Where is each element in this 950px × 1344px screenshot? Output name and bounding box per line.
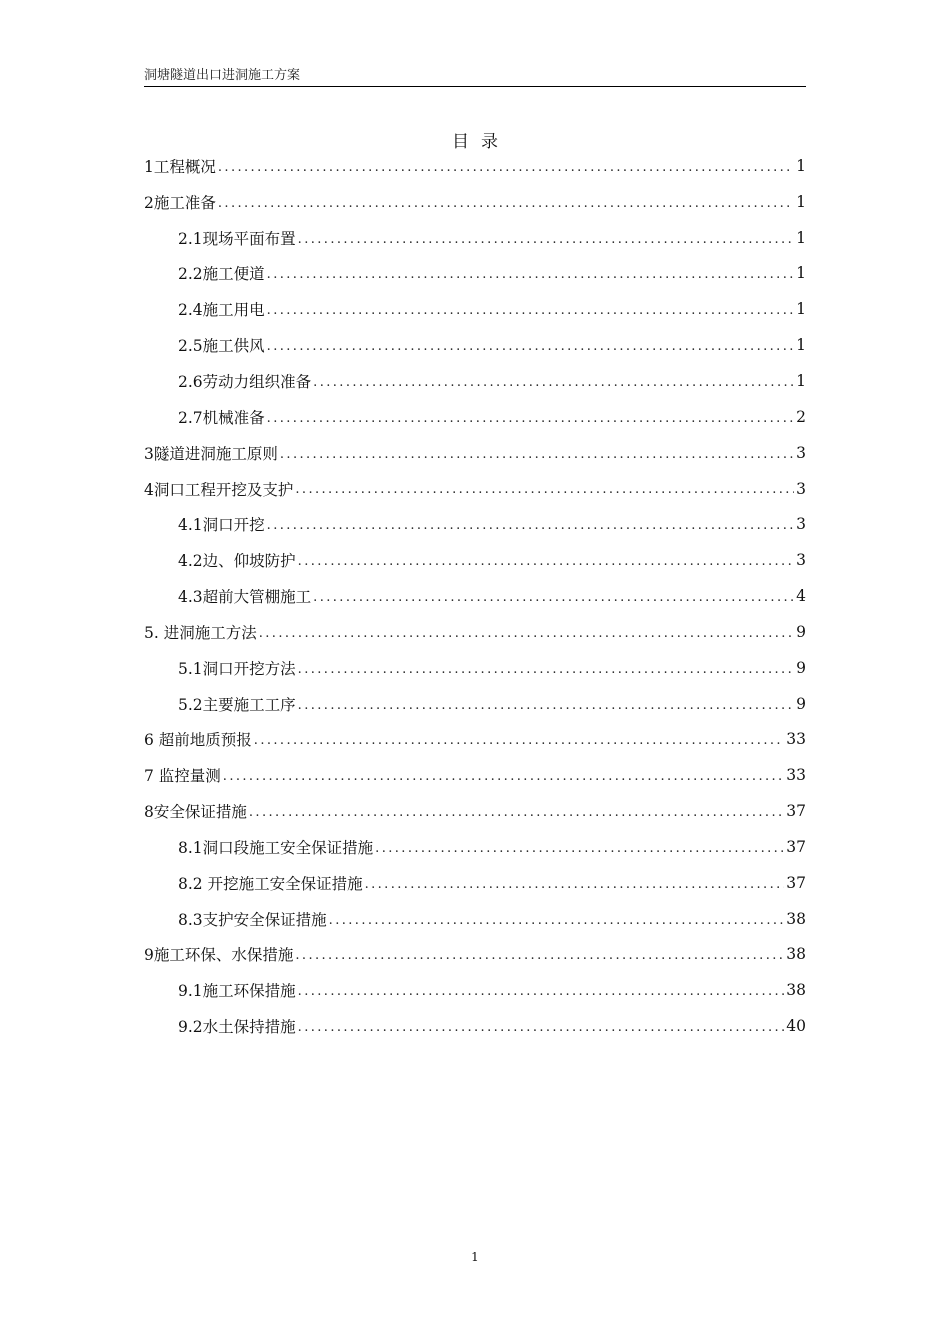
toc-entry[interactable] xyxy=(144,220,806,256)
toc-dot-leader xyxy=(267,303,794,327)
toc-entry-label: 8.1洞口段施工安全保证措施 xyxy=(178,838,374,857)
toc-dot-leader xyxy=(298,662,794,686)
toc-entry-label: 2施工准备 xyxy=(144,193,216,212)
page-header xyxy=(144,66,806,87)
toc-entry[interactable] xyxy=(144,614,806,650)
toc-entry-label: 4.2边、仰坡防护 xyxy=(178,552,296,571)
toc-entry-label: 2.7机械准备 xyxy=(178,408,265,427)
toc-dot-leader xyxy=(267,339,794,363)
toc-entry-page: 1 xyxy=(796,300,806,319)
toc-dot-leader xyxy=(249,805,784,829)
toc-dot-leader xyxy=(295,948,784,972)
toc-entry[interactable] xyxy=(144,256,806,292)
toc-entry[interactable] xyxy=(144,291,806,327)
toc-entry-page: 1 xyxy=(796,371,806,390)
toc-entry-label: 9.1施工环保措施 xyxy=(178,982,296,1001)
toc-entry-label: 2.1现场平面布置 xyxy=(178,229,296,248)
toc-dot-leader xyxy=(298,232,794,256)
toc-dot-leader xyxy=(375,841,784,865)
toc-entry-page: 9 xyxy=(796,658,806,677)
table-of-contents xyxy=(144,148,806,1044)
toc-entry-page: 3 xyxy=(796,515,806,534)
toc-dot-leader xyxy=(223,769,784,793)
toc-entry-label: 4洞口工程开挖及支护 xyxy=(144,480,294,499)
toc-entry-label: 8.3支护安全保证措施 xyxy=(178,910,327,929)
toc-entry-page: 4 xyxy=(796,587,806,606)
toc-entry-page: 38 xyxy=(786,909,806,928)
toc-entry-page: 1 xyxy=(796,156,806,175)
toc-entry[interactable] xyxy=(144,829,806,865)
toc-dot-leader xyxy=(298,698,794,722)
toc-entry-label: 5. 进洞施工方法 xyxy=(144,623,257,642)
toc-entry-page: 1 xyxy=(796,192,806,211)
toc-title: 目录 xyxy=(452,132,510,152)
toc-entry-label: 9施工环保、水保措施 xyxy=(144,946,294,965)
toc-entry-label: 2.6劳动力组织准备 xyxy=(178,372,312,391)
toc-entry-page: 37 xyxy=(786,802,806,821)
toc-entry[interactable] xyxy=(144,650,806,686)
toc-entry[interactable] xyxy=(144,972,806,1008)
toc-entry-label: 2.5施工供风 xyxy=(178,337,265,356)
toc-entry[interactable] xyxy=(144,937,806,973)
toc-entry-page: 37 xyxy=(786,837,806,856)
toc-entry-page: 1 xyxy=(796,264,806,283)
toc-entry[interactable] xyxy=(144,686,806,722)
toc-entry-page: 1 xyxy=(796,228,806,247)
toc-entry[interactable] xyxy=(144,471,806,507)
toc-entry-label: 8.2 开挖施工安全保证措施 xyxy=(178,874,363,893)
toc-entry[interactable] xyxy=(144,435,806,471)
toc-entry-label: 8安全保证措施 xyxy=(144,803,247,822)
toc-entry[interactable] xyxy=(144,542,806,578)
toc-entry-label: 2.2施工便道 xyxy=(178,265,265,284)
toc-entry-page: 37 xyxy=(786,873,806,892)
toc-entry[interactable] xyxy=(144,506,806,542)
toc-entry[interactable] xyxy=(144,148,806,184)
toc-entry-page: 38 xyxy=(786,981,806,1000)
toc-dot-leader xyxy=(254,733,784,757)
toc-entry-label: 4.1洞口开挖 xyxy=(178,516,265,535)
toc-entry[interactable] xyxy=(144,793,806,829)
toc-entry-page: 33 xyxy=(786,766,806,785)
toc-entry[interactable] xyxy=(144,1008,806,1044)
toc-dot-leader xyxy=(313,375,794,399)
toc-dot-leader xyxy=(313,590,794,614)
toc-dot-leader xyxy=(295,482,794,506)
toc-dot-leader xyxy=(298,1020,785,1044)
toc-dot-leader xyxy=(329,913,785,937)
toc-dot-leader xyxy=(298,554,794,578)
toc-entry-page: 40 xyxy=(786,1017,806,1036)
toc-dot-leader xyxy=(218,196,794,220)
toc-dot-leader xyxy=(298,984,785,1008)
toc-entry-label: 5.1洞口开挖方法 xyxy=(178,659,296,678)
toc-entry-label: 5.2主要施工工序 xyxy=(178,695,296,714)
toc-entry-page: 9 xyxy=(796,622,806,641)
toc-entry[interactable] xyxy=(144,757,806,793)
header-title: 洞塘隧道出口进洞施工方案 xyxy=(144,68,301,83)
toc-entry[interactable] xyxy=(144,901,806,937)
toc-entry-page: 33 xyxy=(786,730,806,749)
toc-entry-page: 1 xyxy=(796,336,806,355)
toc-entry-page: 3 xyxy=(796,479,806,498)
toc-entry-label: 1工程概况 xyxy=(144,157,216,176)
toc-dot-leader xyxy=(218,160,794,184)
toc-dot-leader xyxy=(267,411,794,435)
toc-entry-label: 6 超前地质预报 xyxy=(144,731,252,750)
toc-entry-label: 4.3超前大管棚施工 xyxy=(178,588,312,607)
toc-entry[interactable] xyxy=(144,184,806,220)
toc-dot-leader xyxy=(259,626,794,650)
toc-entry-page: 2 xyxy=(796,407,806,426)
toc-entry-label: 3隧道进洞施工原则 xyxy=(144,444,278,463)
toc-dot-leader xyxy=(267,267,794,291)
toc-dot-leader xyxy=(267,518,794,542)
toc-entry[interactable] xyxy=(144,327,806,363)
toc-entry-label: 7 监控量测 xyxy=(144,767,221,786)
toc-entry[interactable] xyxy=(144,578,806,614)
toc-entry-page: 38 xyxy=(786,945,806,964)
toc-entry[interactable] xyxy=(144,399,806,435)
page-number: 1 xyxy=(471,1250,479,1264)
toc-dot-leader xyxy=(365,877,785,901)
toc-entry[interactable] xyxy=(144,363,806,399)
toc-entry[interactable] xyxy=(144,865,806,901)
toc-entry[interactable] xyxy=(144,722,806,758)
toc-entry-page: 3 xyxy=(796,443,806,462)
toc-dot-leader xyxy=(280,447,794,471)
toc-entry-page: 3 xyxy=(796,551,806,570)
toc-entry-label: 9.2水土保持措施 xyxy=(178,1018,296,1037)
toc-entry-label: 2.4施工用电 xyxy=(178,301,265,320)
toc-entry-page: 9 xyxy=(796,694,806,713)
